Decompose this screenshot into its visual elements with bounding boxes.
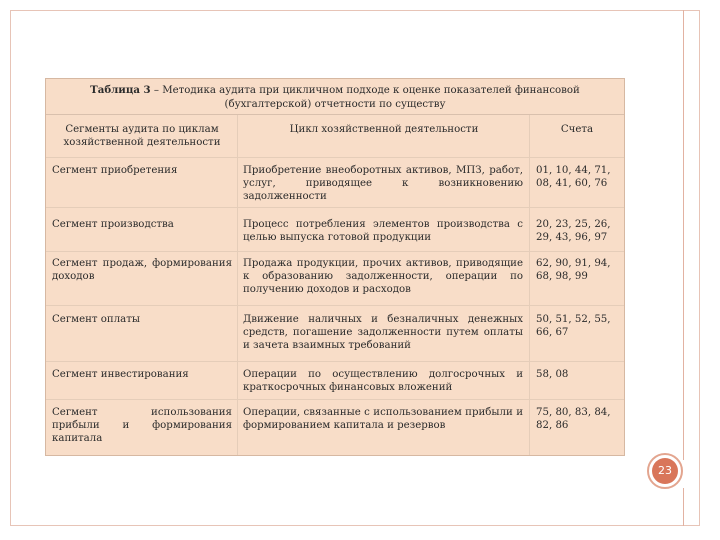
row-divider — [46, 251, 624, 252]
row-divider — [46, 361, 624, 362]
frame-accent-line-bottom — [683, 488, 684, 526]
page-number: 23 — [652, 458, 678, 484]
row-segment: Сегмент продаж, формирования доходов — [52, 258, 232, 282]
row-segment: Сегмент инвестирования — [52, 369, 189, 380]
row-accounts: 20, 23, 25, 26, 29, 43, 96, 97 — [536, 219, 611, 243]
row-accounts: 75, 80, 83, 84, 82, 86 — [536, 407, 611, 431]
audit-method-table — [45, 78, 625, 456]
table-caption — [46, 79, 624, 115]
row-divider — [46, 157, 624, 158]
column-divider — [529, 115, 530, 455]
row-segment: Сегмент оплаты — [52, 314, 140, 325]
row-cycle: Операции по осуществлению долгосрочных и краткосрочных финансовых вложений — [243, 369, 523, 393]
row-segment: Сегмент использования прибыли и формирования капитала — [52, 407, 232, 444]
row-cycle: Движение наличных и безналичных денежных средств, погашение задолженности путем оплаты и зачета взаимных требований — [243, 314, 523, 351]
page-number-badge — [647, 453, 683, 489]
row-divider — [46, 207, 624, 208]
row-cycle: Продажа продукции, прочих активов, приводящие к образованию задолженности, операции по получению доходов и расходов — [243, 258, 523, 295]
header-accounts: Счета — [560, 124, 594, 135]
column-divider — [237, 115, 238, 455]
header-cycle: Цикл хозяйственной деятельности — [289, 124, 479, 135]
table-caption-label: Таблица 3 — [90, 84, 151, 96]
row-segment: Сегмент приобретения — [52, 165, 178, 176]
frame-accent-line-top — [683, 10, 684, 460]
row-accounts: 62, 90, 91, 94, 68, 98, 99 — [536, 258, 611, 282]
row-segment: Сегмент производства — [52, 219, 174, 230]
row-cycle: Операции, связанные с использованием прибыли и формированием капитала и резервов — [243, 407, 523, 431]
row-cycle: Приобретение внеоборотных активов, МПЗ, работ, услуг, приводящее к возникновению задолженности — [243, 165, 523, 202]
row-accounts: 50, 51, 52, 55, 66, 67 — [536, 314, 611, 338]
row-accounts: 01, 10, 44, 71, 08, 41, 60, 76 — [536, 165, 611, 189]
table-caption-text: – Методика аудита при цикличном подходе к оценке показателей финансовой (бухгалтерской) отчетности по существу — [150, 85, 580, 110]
row-accounts: 58, 08 — [536, 369, 569, 380]
header-segments: Сегменты аудита по циклам хозяйственной деятельности — [63, 124, 221, 148]
row-divider — [46, 399, 624, 400]
row-cycle: Процесс потребления элементов производства с целью выпуска готовой продукции — [243, 219, 523, 243]
row-divider — [46, 305, 624, 306]
